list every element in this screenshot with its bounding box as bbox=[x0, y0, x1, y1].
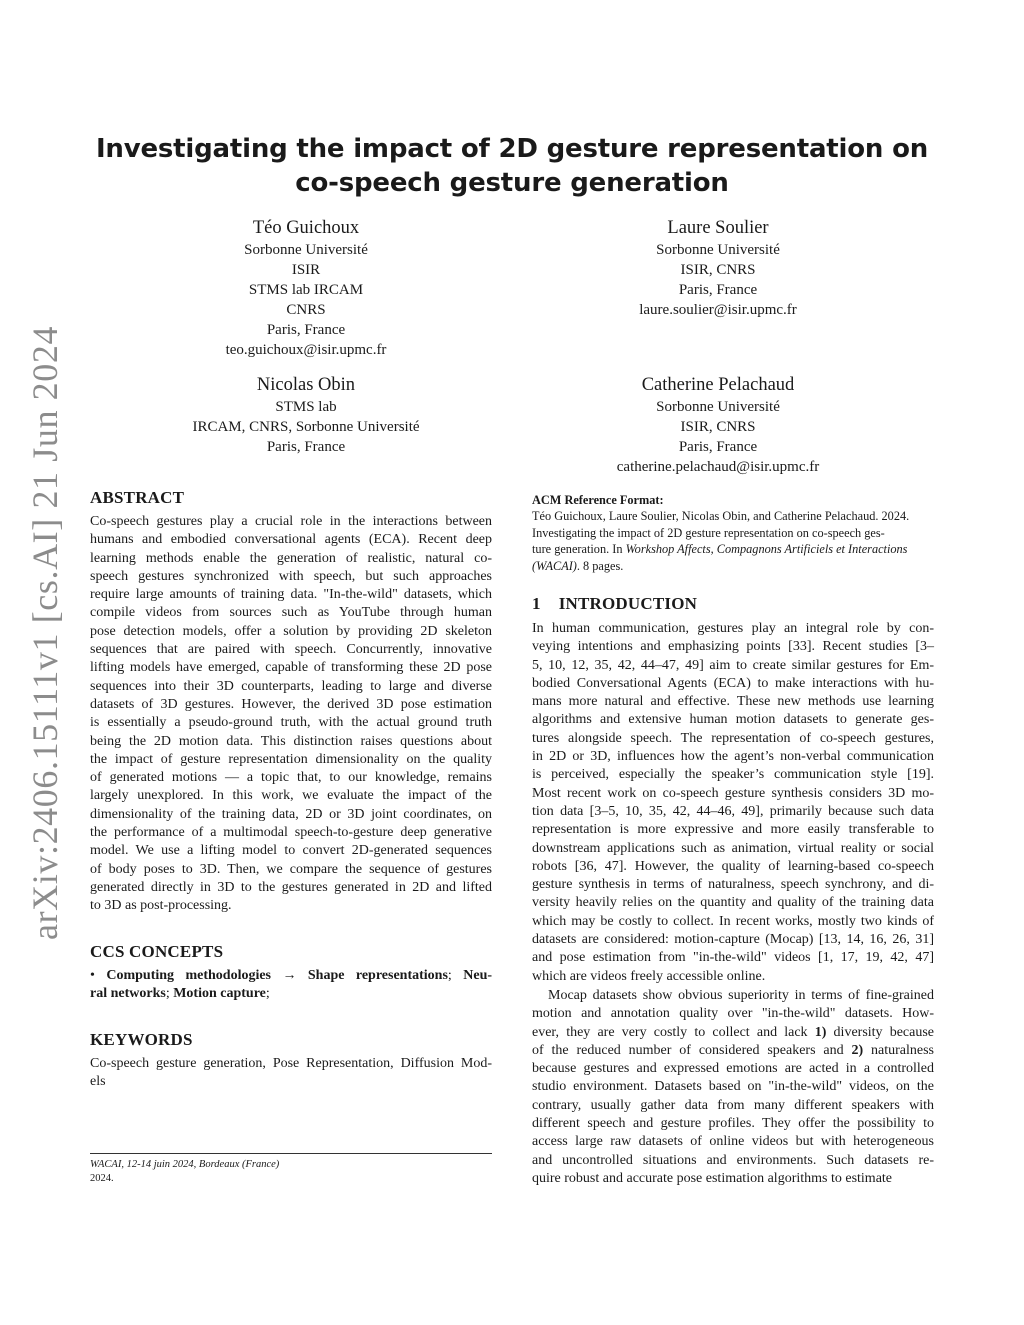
paper-title bbox=[90, 132, 934, 200]
keywords-body bbox=[90, 1055, 492, 1092]
abstract-line: lifting models have emerged, capable of transforming these 2D pose bbox=[90, 660, 492, 676]
acm-reference-line bbox=[532, 558, 934, 574]
intro-line: quire robust and accurate pose estimation algorithms to estimate bbox=[532, 1170, 893, 1186]
section-heading-introduction bbox=[532, 594, 934, 614]
intro-text: of the reduced number of considered speakers and bbox=[532, 1042, 852, 1058]
intro-line: and uncontrolled situations and environments. Such datasets re- bbox=[532, 1152, 934, 1168]
abstract-line: the performance of a multimodal speech-to-gesture deep generative bbox=[90, 825, 492, 841]
acm-reference-heading: ACM Reference Format: bbox=[532, 493, 664, 507]
footnote bbox=[90, 1158, 492, 1186]
intro-line: different speech and gesture profiles. They offer the possibility to bbox=[532, 1116, 934, 1132]
abstract-body bbox=[90, 513, 492, 916]
author-affiliation: STMS lab bbox=[275, 399, 337, 415]
intro-line: and pose estimation from "in-the-wild" videos [1, 17, 19, 42, 47] bbox=[532, 950, 934, 966]
abstract-line: Co-speech gestures play a crucial role in the interactions between bbox=[90, 514, 492, 529]
intro-line: Most recent work on co-speech gesture synthesis considers 3D mo- bbox=[532, 785, 934, 801]
author-affiliation: ISIR, CNRS bbox=[680, 262, 756, 278]
author-email[interactable]: teo.guichoux@isir.upmc.fr bbox=[225, 342, 387, 358]
intro-line: which may be costly to collect. In recent works, mostly two kinds of bbox=[532, 913, 934, 929]
intro-line: robots [36, 47]. However, the quality of learning-based co-speech bbox=[532, 858, 934, 874]
author-affiliation: Sorbonne Université bbox=[244, 242, 368, 258]
intro-line: 5, 10, 12, 35, 42, 44–47, 49] aim to create similar gestures for Em- bbox=[532, 657, 934, 673]
ccs-heading: CCS CONCEPTS bbox=[90, 942, 224, 961]
abstract-line: of generated motions — a topic that, to our knowledge, remains bbox=[90, 770, 492, 786]
enumeration-marker: 1) bbox=[814, 1024, 827, 1040]
abstract-line: pose detection models, offer a solution by providing 2D skeleton bbox=[90, 623, 492, 639]
author-location: Paris, France bbox=[266, 322, 346, 338]
abstract-line: dimensionality of the training data, 2D or 3D joint coordinates, on bbox=[90, 806, 492, 822]
abstract-line: sequences that are paired with speech. Concurrently, innovative bbox=[90, 642, 492, 658]
intro-line: tion data [3–5, 10, 35, 42, 44–46, 49], primarily because such data bbox=[532, 803, 934, 819]
author-email[interactable]: catherine.pelachaud@isir.upmc.fr bbox=[616, 459, 820, 475]
keywords-heading: KEYWORDS bbox=[90, 1030, 193, 1049]
author-location: Paris, France bbox=[678, 439, 758, 455]
ccs-term: Motion capture bbox=[173, 986, 266, 1002]
intro-line: gesture synthesis in terms of naturalness, speech synchrony, and di- bbox=[532, 877, 934, 893]
separator: ; bbox=[165, 986, 174, 1002]
author-email[interactable]: laure.soulier@isir.upmc.fr bbox=[639, 302, 797, 318]
intro-line: mans more natural and effective. These new methods use learning bbox=[532, 694, 934, 710]
abstract-line: sequences into their 3D counterparts, leading to large and diverse bbox=[90, 678, 492, 694]
ccs-line-1 bbox=[90, 967, 492, 985]
author-affiliation: STMS lab IRCAM bbox=[248, 282, 364, 298]
intro-line: veying intentions and emphasizing points [33]. Recent studies [3– bbox=[532, 639, 934, 655]
title-line-2: co-speech gesture generation bbox=[295, 168, 729, 198]
acm-text: ture generation. In bbox=[532, 542, 626, 557]
introduction-paragraph-2 bbox=[532, 987, 934, 1188]
keywords-line: Co-speech gesture generation, Pose Representation, Diffusion Mod- bbox=[90, 1056, 492, 1071]
author-name: Nicolas Obin bbox=[256, 375, 356, 395]
intro-line: motion and annotation quality over "in-the-wild" datasets. How- bbox=[532, 1006, 934, 1022]
intro-line: in 2D or 3D, influences how the agent’s non-verbal communication bbox=[532, 749, 934, 765]
bullet: • bbox=[90, 968, 95, 983]
intro-line: Mocap datasets show obvious superiority in terms of fine-grained bbox=[548, 988, 934, 1003]
abstract-line: generated directly in 3D to the gestures generated in 2D and lifted bbox=[90, 879, 492, 895]
author-name: Laure Soulier bbox=[667, 218, 769, 238]
abstract-line: require large amounts of training data. "In-the-wild" datasets, which bbox=[90, 587, 492, 603]
intro-line: algorithms and extensive human motion datasets to generate ges- bbox=[532, 712, 934, 728]
intro-text: diversity because bbox=[826, 1024, 935, 1040]
intro-line: bodied Conversational Agents (ECA) to make interactions with hu- bbox=[532, 675, 934, 691]
footnote-venue: WACAI, 12-14 juin 2024, Bordeaux (France) bbox=[90, 1159, 280, 1170]
section-number: 1 bbox=[532, 594, 541, 613]
ccs-term: ral networks bbox=[90, 986, 166, 1002]
ccs-line-2 bbox=[90, 985, 492, 1003]
ccs-term: Neu- bbox=[463, 968, 493, 983]
arrow-icon: → bbox=[271, 968, 308, 983]
intro-line: tures alongside speech. The representation of co-speech gestures, bbox=[532, 730, 934, 746]
footnote-rule bbox=[90, 1153, 492, 1154]
abstract-line: is essentially a pseudo-ground truth, with the actual ground truth bbox=[90, 715, 492, 731]
abstract-line: largely unexplored. In this work, we evaluate the impact of the bbox=[90, 788, 492, 804]
abstract-line: speech gestures synchronized with speech, but such approaches bbox=[90, 568, 492, 584]
author-affiliation: Sorbonne Université bbox=[656, 242, 780, 258]
author-block-1 bbox=[156, 216, 456, 360]
intro-line: which are videos freely accessible online. bbox=[532, 968, 766, 984]
author-name: Téo Guichoux bbox=[252, 218, 360, 238]
intro-line: representation is more expressive and more easily transferable to bbox=[532, 822, 934, 838]
arxiv-identifier: arXiv:2406.15111v1 [cs.AI] 21 Jun 2024 bbox=[25, 325, 65, 940]
intro-line: access large raw datasets of online videos but with heterogeneous bbox=[532, 1134, 934, 1150]
intro-line: studio environment. Datasets based on "in-the-wild" videos, on the bbox=[532, 1079, 934, 1095]
acm-reference-line: Téo Guichoux, Laure Soulier, Nicolas Obin, and Catherine Pelachaud. 2024. bbox=[532, 509, 910, 524]
author-affiliation: Sorbonne Université bbox=[656, 399, 780, 415]
author-name: Catherine Pelachaud bbox=[641, 375, 795, 395]
author-location: Paris, France bbox=[266, 439, 346, 455]
acm-reference-line bbox=[532, 541, 934, 557]
intro-line: datasets are considered: motion-capture (Mocap) [13, 14, 16, 26, 31] bbox=[532, 932, 934, 948]
intro-line bbox=[532, 1042, 934, 1060]
author-block-3 bbox=[146, 373, 466, 457]
acm-text: . 8 pages. bbox=[576, 558, 624, 573]
intro-line: In human communication, gestures play an integral role by con- bbox=[532, 621, 934, 636]
abstract-line: model. We use a lifting model to convert 2D-generated sequences bbox=[90, 843, 492, 859]
abstract-line: humans and embodied conversational agents (ECA). Recent deep bbox=[90, 532, 492, 548]
author-affiliation: ISIR bbox=[291, 262, 321, 278]
intro-line: contrary, usually gather data from many different speakers with bbox=[532, 1097, 934, 1113]
ccs-concepts bbox=[90, 967, 492, 1004]
author-affiliation: ISIR, CNRS bbox=[680, 419, 756, 435]
introduction-paragraph-1 bbox=[532, 620, 934, 986]
intro-text: ever, they are very costly to collect and lack bbox=[532, 1024, 815, 1040]
abstract-line: datasets of 3D gestures. However, the derived 3D pose estimation bbox=[90, 696, 492, 712]
author-affiliation: CNRS bbox=[286, 302, 326, 318]
abstract-heading: ABSTRACT bbox=[90, 488, 185, 507]
intro-line: versity heavily relies on the quantity and quality of the training data bbox=[532, 895, 934, 911]
author-block-2 bbox=[568, 216, 868, 320]
section-title: INTRODUCTION bbox=[558, 594, 698, 613]
acm-reference bbox=[532, 492, 934, 574]
acm-reference-line: Investigating the impact of 2D gesture representation on co-speech ges- bbox=[532, 525, 885, 540]
intro-line: is perceived, especially the speaker’s communication style [19]. bbox=[532, 767, 934, 783]
venue-acronym: (WACAI) bbox=[532, 558, 577, 573]
intro-line bbox=[532, 1024, 934, 1042]
author-location: Paris, France bbox=[678, 282, 758, 298]
intro-line: downstream applications such as animation, virtual reality or social bbox=[532, 840, 934, 856]
ccs-term: Computing methodologies bbox=[106, 968, 272, 983]
ccs-term: Shape representations bbox=[307, 968, 448, 983]
intro-text: naturalness bbox=[863, 1042, 935, 1058]
separator: ; bbox=[265, 986, 270, 1002]
abstract-line: being the 2D motion data. This distinction raises questions about bbox=[90, 733, 492, 749]
venue-name: Workshop Affects, Compagnons Artificiels et Interactions bbox=[625, 542, 908, 557]
author-block-4 bbox=[558, 373, 878, 477]
enumeration-marker: 2) bbox=[851, 1042, 864, 1058]
abstract-line: to 3D as post-processing. bbox=[90, 898, 232, 914]
title-line-1: Investigating the impact of 2D gesture representation on bbox=[95, 134, 929, 164]
footnote-year: 2024. bbox=[90, 1173, 114, 1184]
intro-line: because gestures and expressed emotions are acted in a controlled bbox=[532, 1061, 934, 1077]
abstract-line: learning methods enable the generation of realistic, natural co- bbox=[90, 550, 492, 566]
keywords-line: els bbox=[90, 1074, 106, 1090]
abstract-line: the impact of gesture representation dimensionality on the quality bbox=[90, 751, 492, 767]
abstract-line: compile videos from sources such as YouTube through human bbox=[90, 605, 492, 621]
author-affiliation: IRCAM, CNRS, Sorbonne Université bbox=[192, 419, 420, 435]
abstract-line: of body poses to 3D. Then, we compare the sequence of gestures bbox=[90, 861, 492, 877]
separator: ; bbox=[447, 968, 464, 983]
